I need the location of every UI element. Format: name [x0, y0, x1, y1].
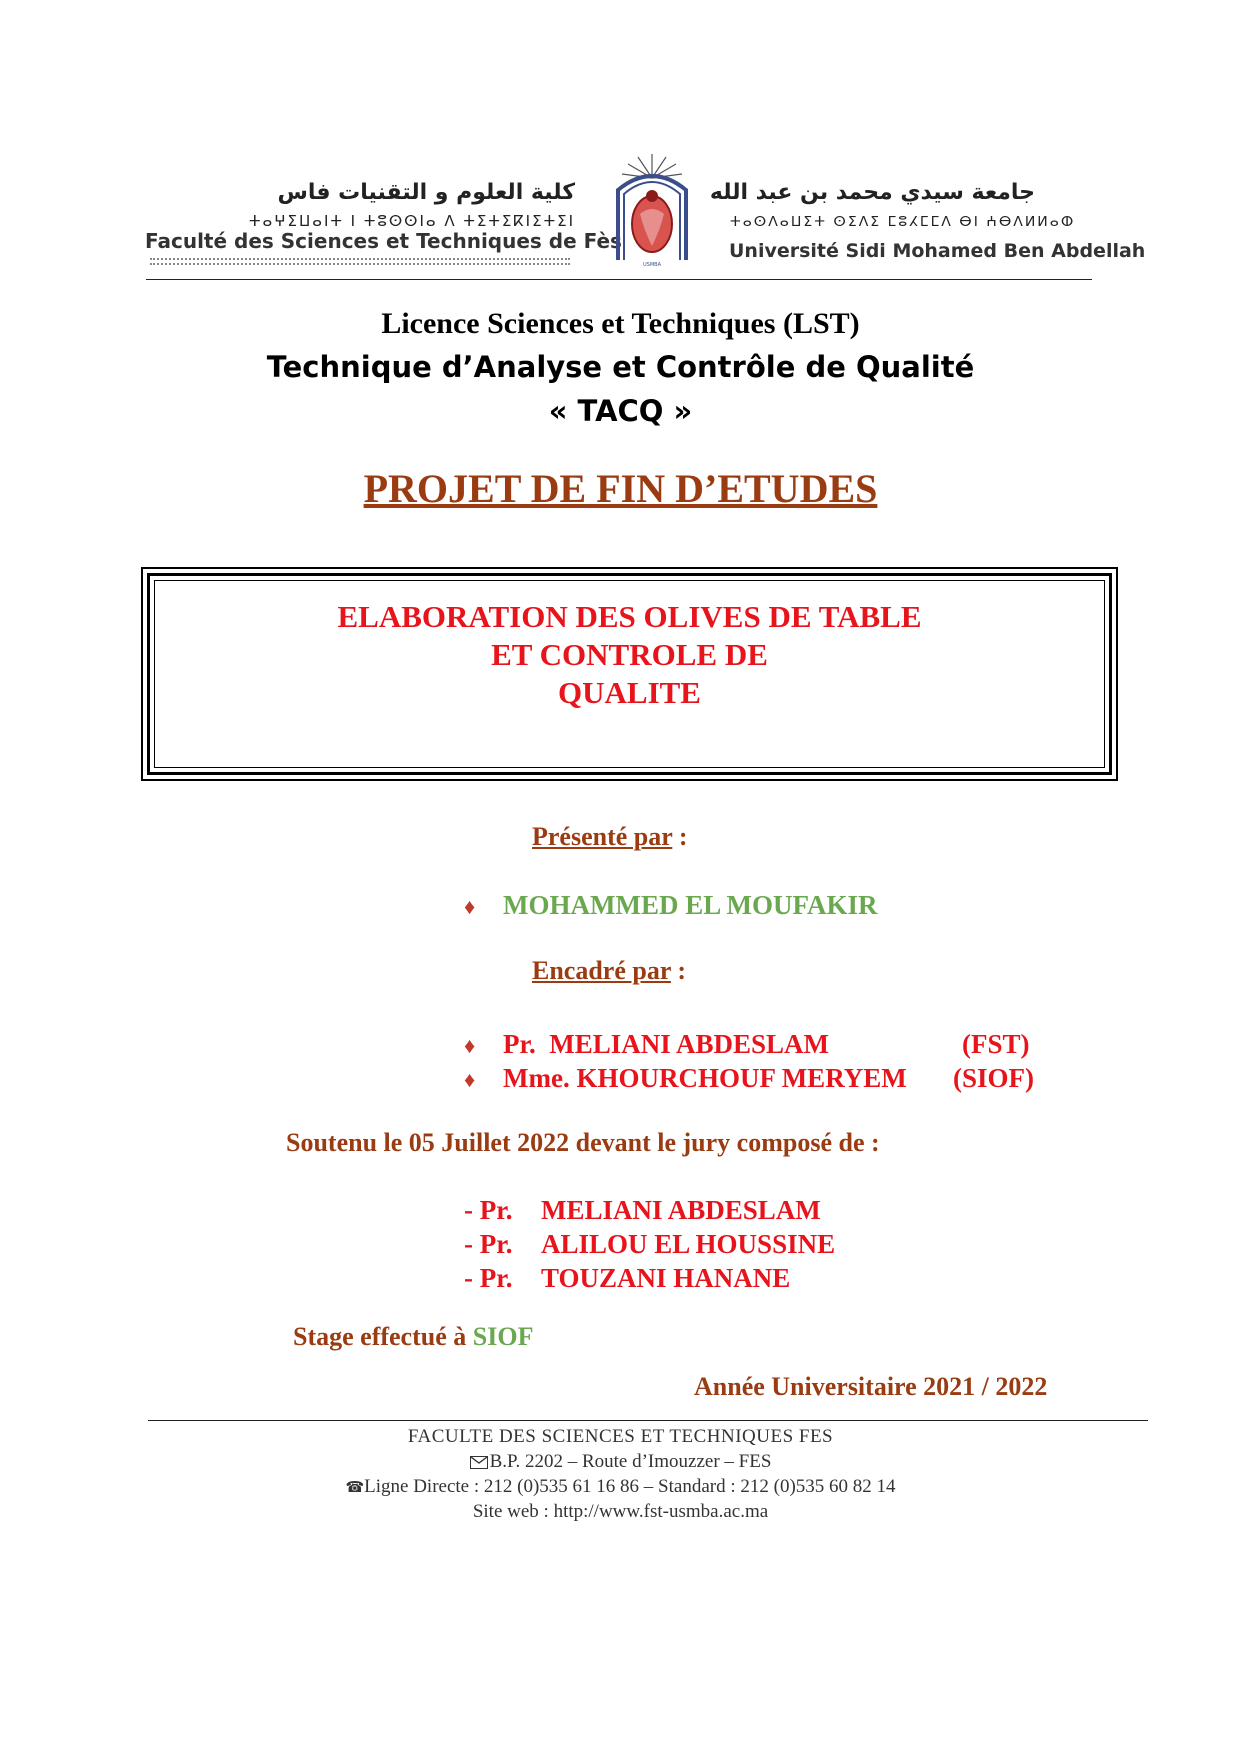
diamond-bullet-icon: ♦: [464, 1067, 476, 1092]
internship-company: SIOF: [472, 1322, 534, 1351]
footer-address: [0, 1451, 1241, 1473]
academic-year: Année Universitaire 2021 / 2022: [694, 1372, 1048, 1401]
project-title-line-3: QUALITE: [558, 675, 701, 710]
jury-prefix: - Pr.: [464, 1263, 513, 1293]
presented-by-colon: :: [672, 822, 688, 851]
jury-member-name: MELIANI ABDESLAM: [541, 1195, 821, 1225]
footer-website: Site web : http://www.fst-usmba.ac.ma: [472, 1501, 769, 1522]
internship-label: Stage effectué à: [293, 1322, 473, 1351]
internship-line: [293, 1322, 533, 1352]
footer-rule: [148, 1420, 1148, 1421]
jury-member-name: TOUZANI HANANE: [541, 1263, 791, 1293]
header-rule: [146, 279, 1092, 280]
jury-prefix: - Pr.: [464, 1229, 513, 1259]
program-name: Licence Sciences et Techniques (LST): [381, 307, 860, 340]
faculty-tifinagh-name: ⵜⴰⵖⵉⵡⴰⵏⵜ ⵏ ⵜⵓⵙⵙⵏⴰ ⴷ ⵜⵉⵜⵉⴽⵏⵉⵜⵉⵏ: [249, 212, 575, 230]
project-title-line-1: ELABORATION DES OLIVES DE TABLE: [337, 599, 922, 634]
svg-text:USMBA: USMBA: [643, 262, 661, 268]
university-emblem-icon: [608, 148, 696, 270]
footer-phone-text: Ligne Directe : 212 (0)535 61 16 86 – Standard : 212 (0)535 60 82 14: [364, 1476, 896, 1497]
university-arabic-name: جامعة سيدي محمد بن عبد الله: [709, 180, 1035, 205]
program-acronym: « TACQ »: [548, 394, 693, 428]
faculty-arabic-name: كلية العلوم و التقنيات فاس: [277, 180, 575, 205]
program-specialty: Technique d’Analyse et Contrôle de Qualité: [266, 350, 975, 384]
envelope-icon: [470, 1456, 488, 1469]
student-name: MOHAMMED EL MOUFAKIR: [503, 890, 878, 920]
footer-phone: [0, 1476, 1241, 1498]
diamond-bullet-icon: ♦: [464, 1033, 476, 1058]
project-heading: PROJET DE FIN D’ETUDES: [363, 466, 878, 511]
jury-prefix: - Pr.: [464, 1195, 513, 1225]
supervisor-name: Mme. KHOURCHOUF MERYEM: [503, 1063, 907, 1093]
faculty-latin-name: Faculté des Sciences et Techniques de Fès: [145, 229, 622, 253]
presented-by-heading: [532, 822, 687, 852]
university-tifinagh-name: ⵜⴰⵙⴷⴰⵡⵉⵜ ⵙⵉⴷⵉ ⵎⵓⵃⵎⵎⴷ ⴱⵏ ⵄⴱⴷⵍⵍⴰⵀ: [730, 214, 1076, 230]
faculty-divider-2: [150, 263, 570, 265]
telephone-icon: ☎: [345, 1478, 365, 1496]
supervised-by-label: Encadré par: [532, 956, 671, 985]
footer-address-text: B.P. 2202 – Route d’Imouzzer – FES: [489, 1451, 772, 1472]
presented-by-label: Présenté par: [532, 822, 673, 851]
university-latin-name: Université Sidi Mohamed Ben Abdellah: [729, 240, 1146, 262]
supervisor-name: Pr. MELIANI ABDESLAM: [503, 1029, 830, 1059]
faculty-divider: [150, 258, 570, 260]
supervised-by-colon: :: [670, 956, 687, 985]
jury-member-name: ALILOU EL HOUSSINE: [541, 1229, 836, 1259]
supervised-by-heading: [532, 956, 686, 986]
defense-statement: Soutenu le 05 Juillet 2022 devant le jury composé de :: [286, 1128, 880, 1157]
supervisor-affiliation: (SIOF): [953, 1063, 1034, 1093]
project-title-line-2: ET CONTROLE DE: [491, 637, 768, 672]
footer-institution: FACULTE DES SCIENCES ET TECHNIQUES FES: [407, 1426, 834, 1447]
supervisor-affiliation: (FST): [962, 1029, 1030, 1059]
diamond-bullet-icon: ♦: [464, 894, 476, 919]
